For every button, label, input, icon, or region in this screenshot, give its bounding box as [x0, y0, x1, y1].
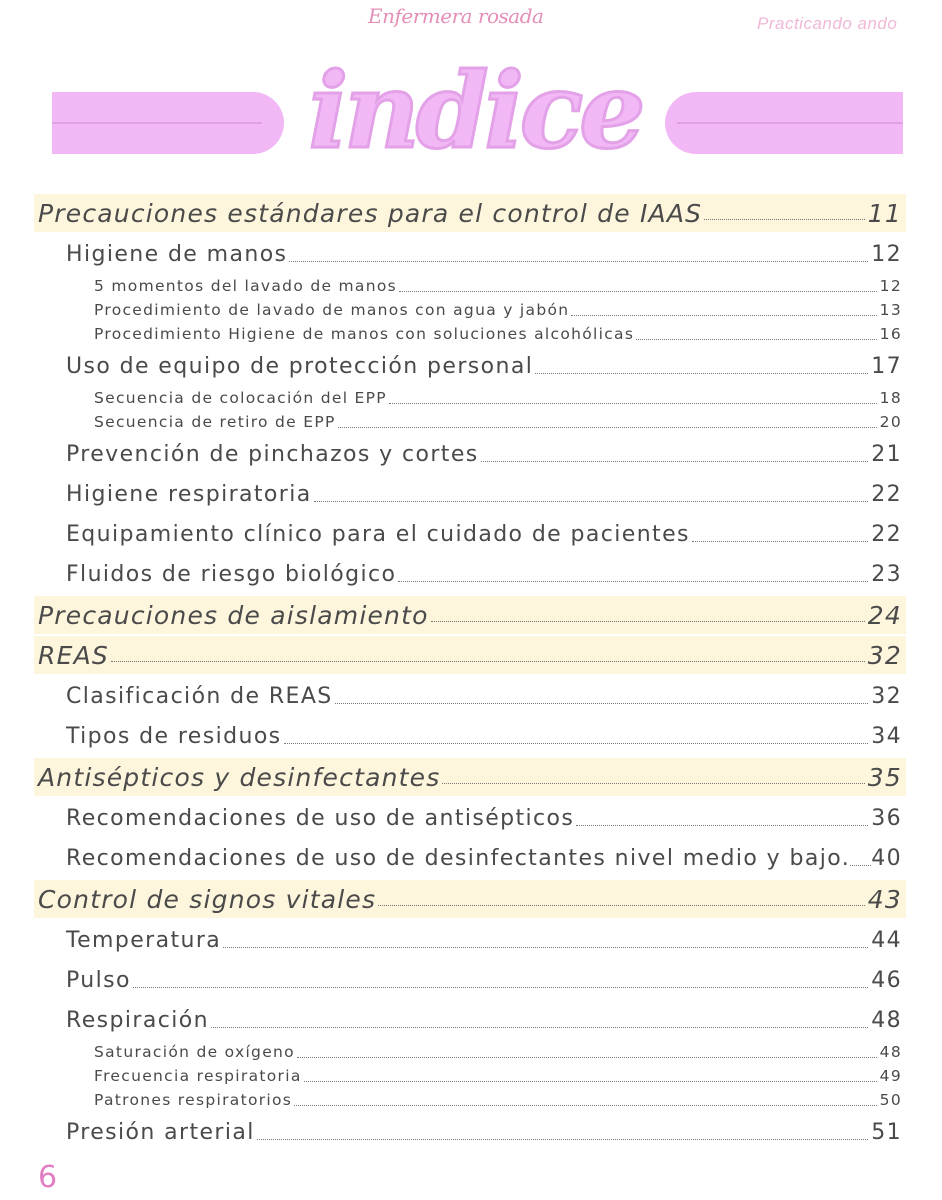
- dot-leader: [289, 261, 868, 262]
- toc-page: 22: [871, 521, 902, 547]
- toc-page: 21: [871, 441, 902, 467]
- toc-page: 11: [867, 198, 902, 228]
- toc-entry[interactable]: [34, 554, 906, 594]
- toc-entry[interactable]: [34, 880, 906, 918]
- dot-leader: [111, 661, 865, 662]
- dot-leader: [257, 1139, 868, 1140]
- dot-leader: [576, 825, 868, 826]
- dot-leader: [335, 703, 869, 704]
- toc-label: Frecuencia respiratoria: [94, 1067, 302, 1085]
- toc-entry[interactable]: [34, 194, 906, 232]
- dot-leader: [571, 315, 876, 316]
- toc-page: 32: [871, 683, 902, 709]
- toc-label: REAS: [38, 640, 109, 670]
- toc-page: 34: [871, 723, 902, 749]
- toc-page: 18: [879, 389, 902, 407]
- toc-label: Procedimiento de lavado de manos con agua y jabón: [94, 301, 570, 319]
- toc-page: 12: [871, 241, 902, 267]
- toc-entry[interactable]: [34, 410, 906, 434]
- dot-leader: [398, 581, 868, 582]
- dot-leader: [692, 541, 868, 542]
- toc-page: 13: [879, 301, 902, 319]
- toc-page: 32: [867, 640, 902, 670]
- toc-page: 12: [879, 277, 902, 295]
- dot-leader: [211, 1027, 868, 1028]
- dot-leader: [431, 621, 865, 622]
- toc-entry[interactable]: [34, 1088, 906, 1112]
- toc-entry[interactable]: [34, 434, 906, 474]
- toc-entry[interactable]: [34, 514, 906, 554]
- toc-label: Patrones respiratorios: [94, 1091, 293, 1109]
- toc-label: Presión arterial: [66, 1119, 255, 1145]
- toc-entry[interactable]: [34, 758, 906, 796]
- toc-entry[interactable]: [34, 716, 906, 756]
- toc-page: 49: [879, 1067, 902, 1085]
- toc-entry[interactable]: [34, 798, 906, 838]
- toc-label: Recomendaciones de uso de desinfectantes nivel medio y bajo.: [66, 845, 851, 871]
- toc-entry[interactable]: [34, 474, 906, 514]
- toc-page: 20: [879, 413, 902, 431]
- toc-label: Uso de equipo de protección personal: [66, 353, 534, 379]
- page-title: indice: [308, 49, 642, 172]
- toc-label: Clasificación de REAS: [66, 683, 333, 709]
- toc-label: Fluidos de riesgo biológico: [66, 561, 397, 587]
- bar-line: [677, 122, 903, 124]
- toc-page: 23: [871, 561, 902, 587]
- dot-leader: [535, 373, 868, 374]
- toc-page: 17: [871, 353, 902, 379]
- toc-entry[interactable]: [34, 1040, 906, 1064]
- toc-page: 16: [879, 325, 902, 343]
- dot-leader: [338, 427, 877, 428]
- toc-label: Tipos de residuos: [66, 723, 282, 749]
- toc-page: 48: [871, 1007, 902, 1033]
- table-of-contents: [34, 192, 906, 1152]
- toc-label: Saturación de oxígeno: [94, 1043, 295, 1061]
- toc-page: 46: [871, 967, 902, 993]
- dot-leader: [636, 339, 876, 340]
- toc-entry[interactable]: [34, 960, 906, 1000]
- dot-leader: [481, 461, 869, 462]
- toc-label: Procedimiento Higiene de manos con soluciones alcohólicas: [94, 325, 635, 343]
- toc-label: Higiene respiratoria: [66, 481, 312, 507]
- toc-label: Secuencia de retiro de EPP: [94, 413, 336, 431]
- toc-page: 35: [867, 762, 902, 792]
- toc-page: 22: [871, 481, 902, 507]
- toc-page: 44: [871, 927, 902, 953]
- dot-leader: [704, 219, 865, 220]
- toc-page: 24: [867, 600, 902, 630]
- toc-entry[interactable]: [34, 346, 906, 386]
- toc-label: Temperatura: [66, 927, 222, 953]
- decorative-bar-left: [52, 92, 284, 154]
- toc-entry[interactable]: [34, 234, 906, 274]
- toc-entry[interactable]: [34, 386, 906, 410]
- toc-label: Antisépticos y desinfectantes: [38, 762, 441, 792]
- toc-entry[interactable]: [34, 322, 906, 346]
- toc-page: 51: [871, 1119, 902, 1145]
- toc-entry[interactable]: [34, 636, 906, 674]
- dot-leader: [297, 1057, 877, 1058]
- toc-entry[interactable]: [34, 1064, 906, 1088]
- toc-entry[interactable]: [34, 298, 906, 322]
- toc-label: Recomendaciones de uso de antisépticos: [66, 805, 575, 831]
- toc-label: Secuencia de colocación del EPP: [94, 389, 387, 407]
- dot-leader: [389, 403, 877, 404]
- tagline: Practicando ando: [757, 14, 898, 33]
- toc-page: 36: [871, 805, 902, 831]
- toc-label: Higiene de manos: [66, 241, 288, 267]
- toc-entry[interactable]: [34, 1112, 906, 1152]
- toc-entry[interactable]: [34, 920, 906, 960]
- decorative-bar-right: [665, 92, 903, 154]
- toc-page: 48: [879, 1043, 902, 1061]
- toc-page: 40: [871, 845, 902, 871]
- toc-entry[interactable]: [34, 596, 906, 634]
- dot-leader: [304, 1081, 877, 1082]
- toc-page: 50: [879, 1091, 902, 1109]
- brand-name: Enfermera rosada: [368, 4, 544, 28]
- dot-leader: [314, 501, 869, 502]
- toc-label: Equipamiento clínico para el cuidado de pacientes: [66, 521, 690, 547]
- toc-entry[interactable]: [34, 274, 906, 298]
- dot-leader: [442, 783, 864, 784]
- page-number: 6: [38, 1160, 58, 1195]
- toc-entry[interactable]: [34, 838, 906, 878]
- toc-label: Respiración: [66, 1007, 209, 1033]
- dot-leader: [294, 1105, 877, 1106]
- toc-label: Precauciones de aislamiento: [38, 600, 429, 630]
- dot-leader: [223, 947, 868, 948]
- dot-leader: [378, 905, 865, 906]
- dot-leader: [399, 291, 877, 292]
- toc-label: Prevención de pinchazos y cortes: [66, 441, 479, 467]
- dot-leader: [850, 865, 871, 866]
- toc-label: Control de signos vitales: [38, 884, 377, 914]
- toc-page: 43: [867, 884, 902, 914]
- toc-label: Precauciones estándares para el control de IAAS: [38, 198, 703, 228]
- toc-entry[interactable]: [34, 1000, 906, 1040]
- bar-line: [52, 122, 262, 124]
- toc-label: Pulso: [66, 967, 131, 993]
- dot-leader: [284, 743, 869, 744]
- toc-entry[interactable]: [34, 676, 906, 716]
- dot-leader: [133, 987, 868, 988]
- toc-label: 5 momentos del lavado de manos: [94, 277, 398, 295]
